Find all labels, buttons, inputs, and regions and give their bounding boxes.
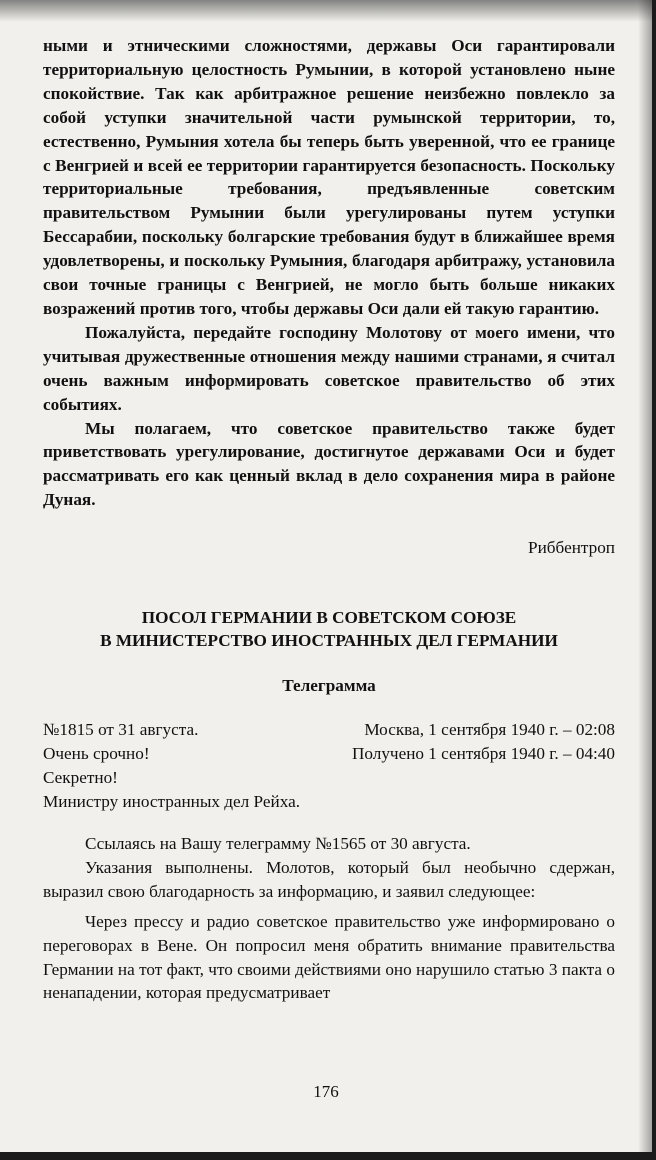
continuation-paragraph: ными и этническими сложностями, державы Оси гарантировали территориальную целостность Румынии, в которой установлено ныне спокойствие. Так как арбитражное решение неизбежно повлекло за собой уступки значительной части румынской территории, то, естественно, Румыния хотела бы теперь быть уверенной, что ее границе с Венгрией и всей ее территории гарантируется безопасность. Поскольку территориальные требования, предъявленные советским правительством Румынии были урегулированы путем уступки Бессарабии, поскольку болгарские требования будут в ближайшее время удовлетворены, и поскольку Румыния, благодаря арбитражу, установила свои точные границы с Венгрией, не могло быть больше никаких возражений против того, чтобы державы Оси дали ей такую гарантию. [43, 36, 615, 318]
scan-right-shadow [638, 0, 652, 1152]
telegram-body [43, 832, 615, 1005]
document-heading [43, 606, 615, 652]
body-text [43, 34, 615, 512]
telegram-meta [43, 718, 615, 814]
paragraph-press-radio: Через прессу и радио советское правительство уже информировано о переговорах в Вене. Он попросил меня обратить внимание правительства Германии на тот факт, что своими действиями оно нарушило статью 3 пакта о ненападении, которая предусматривает [43, 911, 615, 1003]
meta-row-urgency [43, 742, 615, 766]
reference-line: Ссылаясь на Вашу телеграмму №1565 от 30 августа. [85, 834, 471, 853]
signature-block [43, 536, 615, 560]
classification: Секретно! [43, 767, 118, 787]
sent-place-time: Москва, 1 сентября 1940 г. – 02:08 [364, 720, 615, 739]
urgency: Очень срочно! [43, 743, 150, 763]
page-number: 176 [313, 1082, 339, 1101]
signature: Риббентроп [528, 538, 615, 557]
doc-type: Телеграмма [282, 676, 376, 695]
heading-line-1: ПОСОЛ ГЕРМАНИИ В СОВЕТСКОМ СОЮЗЕ [141, 608, 517, 627]
received-time: Получено 1 сентября 1940 г. – 04:40 [351, 743, 615, 763]
heading-line-2: В МИНИСТЕРСТВО ИНОСТРАННЫХ ДЕЛ ГЕРМАНИИ [100, 631, 558, 650]
paragraph-request-molotov: Пожалуйста, передайте господину Молотову от моего имени, что учитывая дружественные отношения между нашими странами, я считал очень важным информировать советское правительство об этих событиях. [43, 322, 615, 414]
addressee: Министру иностранных дел Рейха. [43, 791, 301, 811]
paragraph-instructions: Указания выполнены. Молотов, который был необычно сдержан, выразил свою благодарность за информацию, и заявил следующее: [43, 857, 615, 901]
meta-row-number [43, 718, 615, 742]
scan-top-shadow [0, 0, 652, 22]
telegram-number: №1815 от 31 августа. [43, 720, 199, 739]
paragraph-danube: Мы полагаем, что советское правительство также будет приветствовать урегулирование, достигнутое державами Оси и будет рассматривать его как ценный вклад в дело сохранения мира в районе Дуная. [43, 418, 615, 510]
doc-type-block [43, 674, 615, 698]
